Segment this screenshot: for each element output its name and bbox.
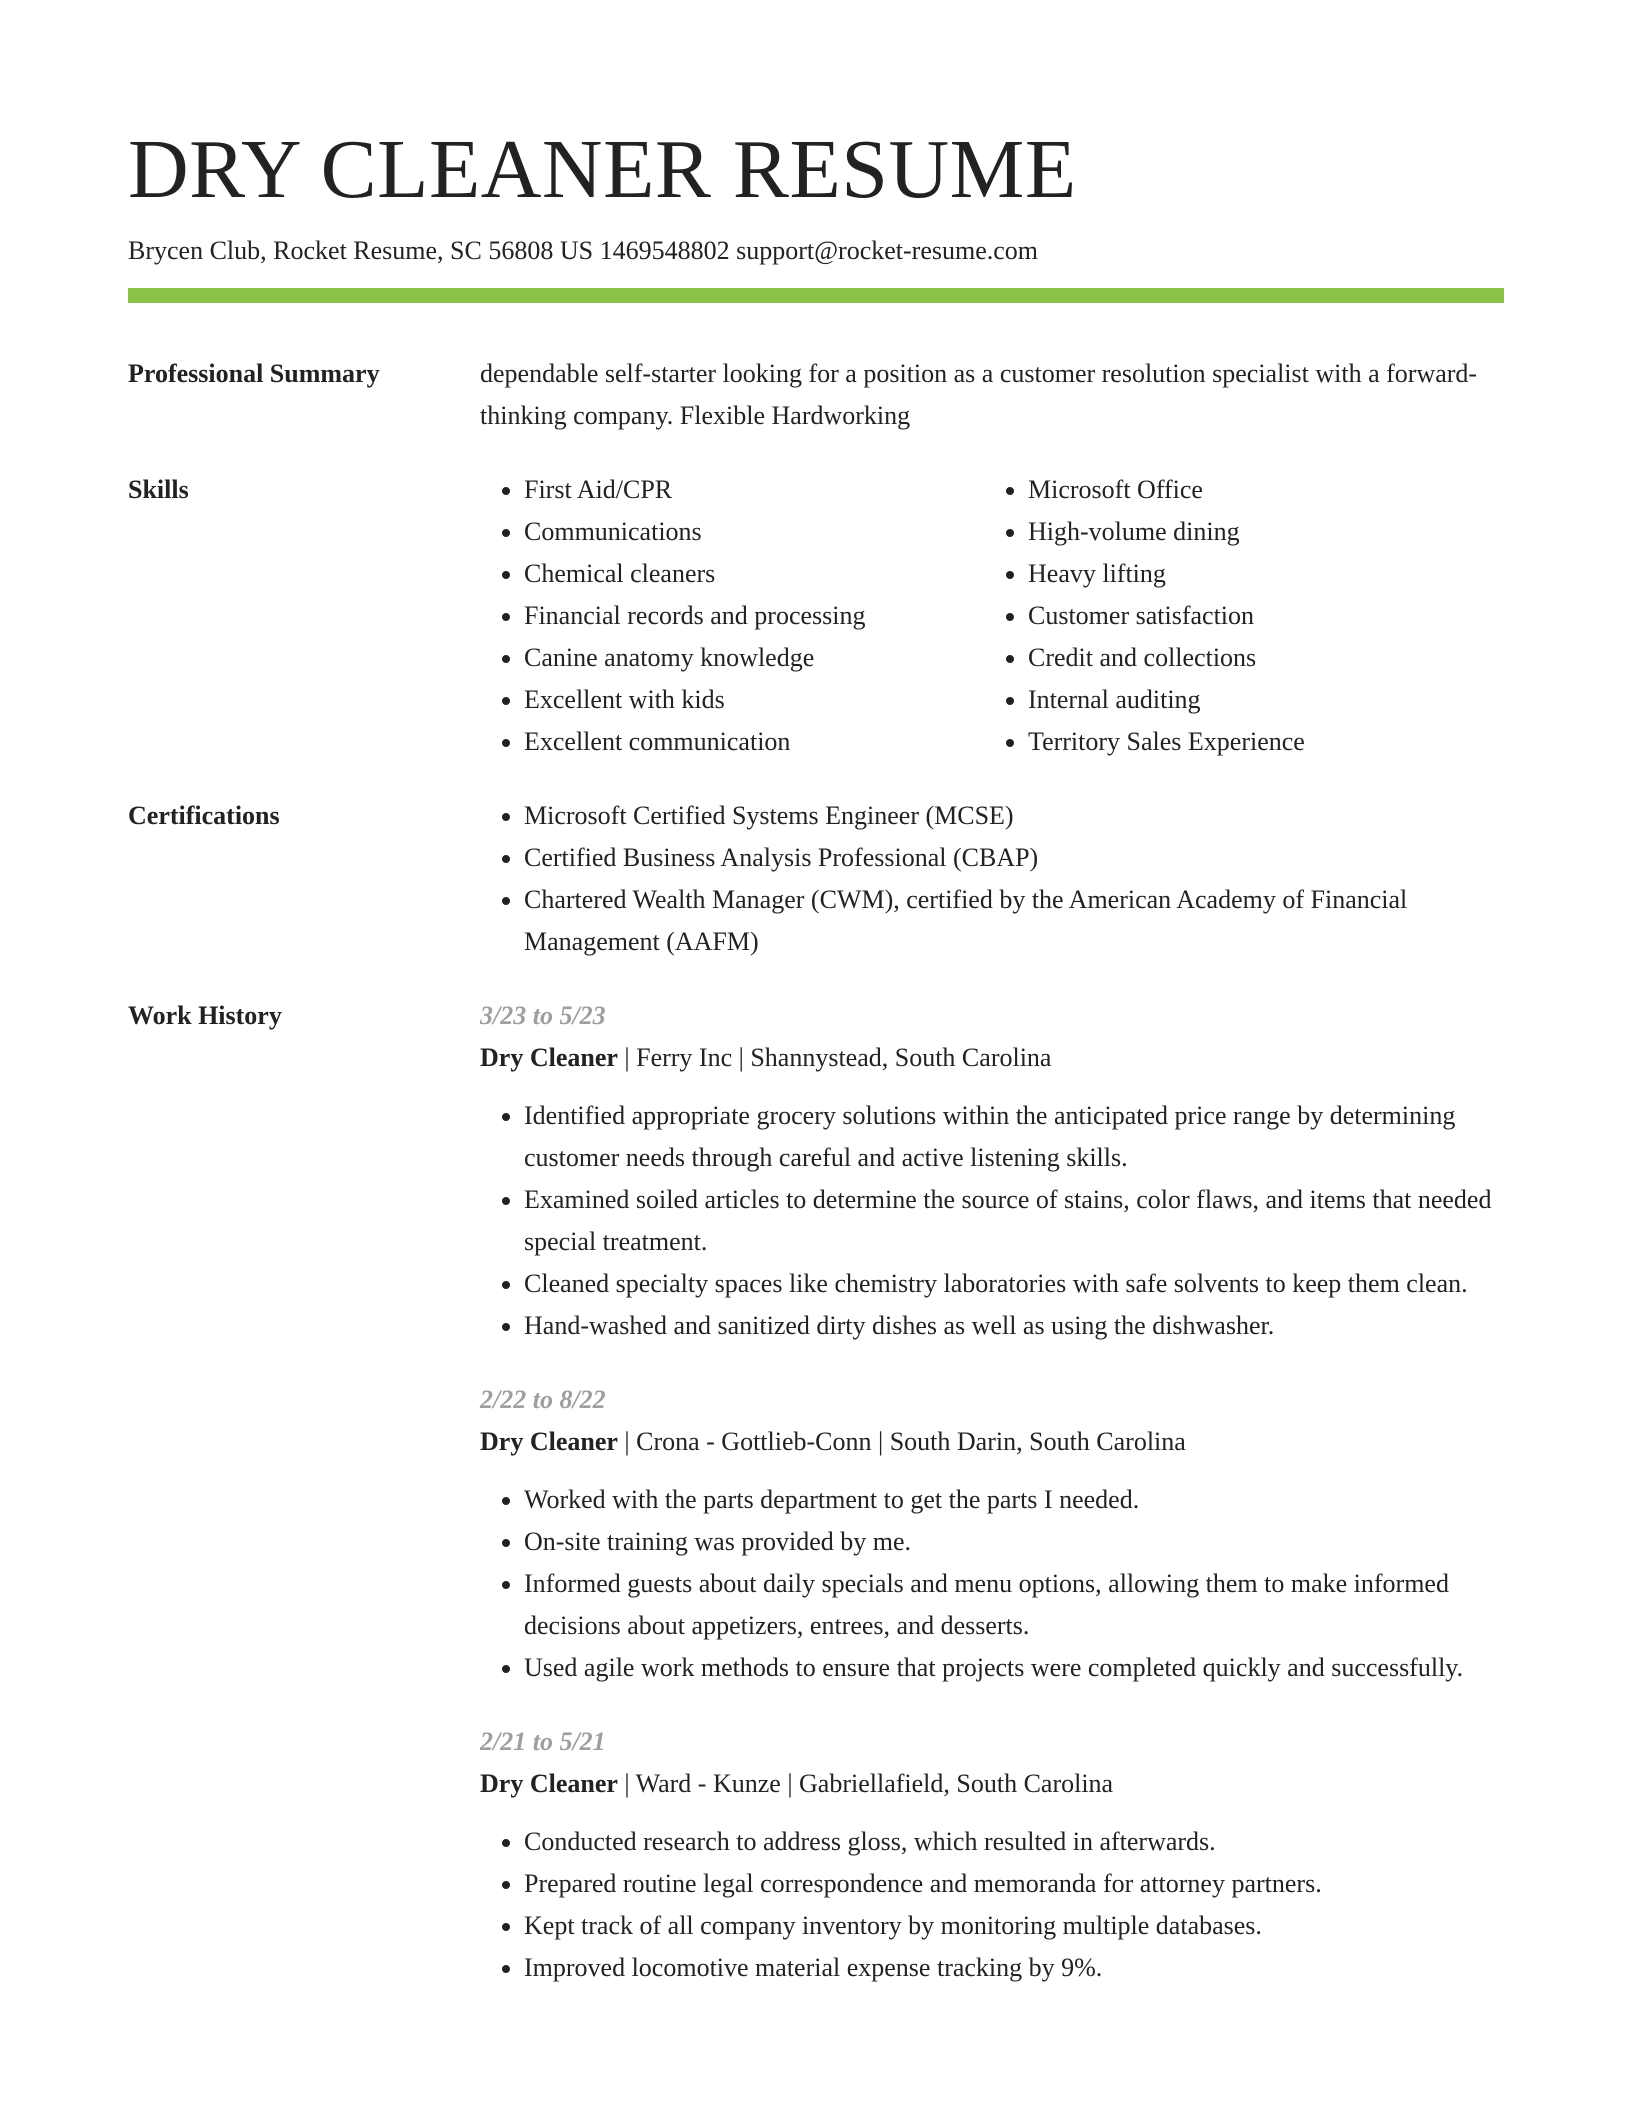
job-duty: • Hand-washed and sanitized dirty dishes as well as using the dishwasher. <box>524 1305 1504 1347</box>
contact-line: Brycen Club, Rocket Resume, SC 56808 US 1469548802 support@rocket-resume.com <box>128 236 1038 265</box>
skills-list-right <box>984 469 1528 763</box>
job-entry <box>480 995 1504 1347</box>
skill-item: • Excellent communication <box>524 721 984 763</box>
skill-item: • Microsoft Office <box>1028 469 1528 511</box>
skill-item: • Internal auditing <box>1028 679 1528 721</box>
job-duty: • Worked with the parts department to get the parts I needed. <box>524 1479 1504 1521</box>
job-duty: • Improved locomotive material expense tracking by 9%. <box>524 1947 1504 1989</box>
summary-text: dependable self-starter looking for a position as a customer resolution specialist with a forward-thinking company. Flexible Hardworking <box>480 358 1478 430</box>
job-duties-list <box>480 1095 1504 1347</box>
job-duties-list <box>480 1821 1504 1989</box>
job-title: Dry Cleaner <box>480 1768 618 1798</box>
skills-list-left <box>480 469 984 763</box>
section-label: Certifications <box>128 800 280 830</box>
job-duty: • Kept track of all company inventory by monitoring multiple databases. <box>524 1905 1504 1947</box>
skill-item: • Credit and collections <box>1028 637 1528 679</box>
skill-item: • High-volume dining <box>1028 511 1528 553</box>
job-duty: • Informed guests about daily specials and menu options, allowing them to make informed decisions about appetizers, entrees, and desserts. <box>524 1563 1504 1647</box>
skill-item: • Excellent with kids <box>524 679 984 721</box>
accent-divider <box>128 288 1504 303</box>
skill-item: • Heavy lifting <box>1028 553 1528 595</box>
job-duty: • On-site training was provided by me. <box>524 1521 1504 1563</box>
section-certifications <box>128 795 1504 963</box>
job-title: Dry Cleaner <box>480 1042 618 1072</box>
certifications-list <box>480 795 1504 963</box>
job-heading <box>480 1421 1504 1463</box>
section-label: Skills <box>128 474 189 504</box>
skill-item: • Customer satisfaction <box>1028 595 1528 637</box>
skill-item: • Chemical cleaners <box>524 553 984 595</box>
certification-item: • Microsoft Certified Systems Engineer (MCSE) <box>524 795 1504 837</box>
section-professional-summary <box>128 353 1504 437</box>
job-entry <box>480 1721 1504 1989</box>
skill-item: • Canine anatomy knowledge <box>524 637 984 679</box>
job-dates: 2/22 to 8/22 <box>480 1384 606 1414</box>
certification-item: • Certified Business Analysis Professional (CBAP) <box>524 837 1504 879</box>
job-duty: • Conducted research to address gloss, which resulted in afterwards. <box>524 1821 1504 1863</box>
job-duty: • Prepared routine legal correspondence and memoranda for attorney partners. <box>524 1863 1504 1905</box>
certifications-body <box>480 795 1504 963</box>
job-dates: 2/21 to 5/21 <box>480 1726 606 1756</box>
skill-item: • Communications <box>524 511 984 553</box>
section-label: Professional Summary <box>128 358 380 388</box>
job-dates: 3/23 to 5/23 <box>480 1000 606 1030</box>
job-title: Dry Cleaner <box>480 1426 618 1456</box>
job-duty: • Examined soiled articles to determine the source of stains, color flaws, and items that needed special treatment. <box>524 1179 1504 1263</box>
skills-grid <box>480 469 1528 763</box>
section-work-history <box>128 995 1504 1989</box>
job-duty: • Used agile work methods to ensure that projects were completed quickly and successfully. <box>524 1647 1504 1689</box>
section-label: Work History <box>128 1000 282 1030</box>
job-entry <box>480 1379 1504 1689</box>
section-skills <box>128 469 1504 763</box>
job-heading <box>480 1037 1504 1079</box>
resume-title: DRY CLEANER RESUME <box>128 123 1077 216</box>
job-details: | Ferry Inc | Shannystead, South Carolina <box>617 1042 1052 1072</box>
skill-item: • Financial records and processing <box>524 595 984 637</box>
job-duty: • Cleaned specialty spaces like chemistry laboratories with safe solvents to keep them clean. <box>524 1263 1504 1305</box>
resume-page <box>128 120 1504 1989</box>
skill-item: • Territory Sales Experience <box>1028 721 1528 763</box>
certification-item: • Chartered Wealth Manager (CWM), certified by the American Academy of Financial Management (AAFM) <box>524 879 1504 963</box>
skill-item: • First Aid/CPR <box>524 469 984 511</box>
job-details: | Crona - Gottlieb-Conn | South Darin, South Carolina <box>617 1426 1186 1456</box>
job-duty: • Identified appropriate grocery solutions within the anticipated price range by determining customer needs through careful and active listening skills. <box>524 1095 1504 1179</box>
job-details: | Ward - Kunze | Gabriellafield, South Carolina <box>617 1768 1114 1798</box>
work-history-body <box>480 995 1504 1989</box>
job-duties-list <box>480 1479 1504 1689</box>
job-heading <box>480 1763 1504 1805</box>
